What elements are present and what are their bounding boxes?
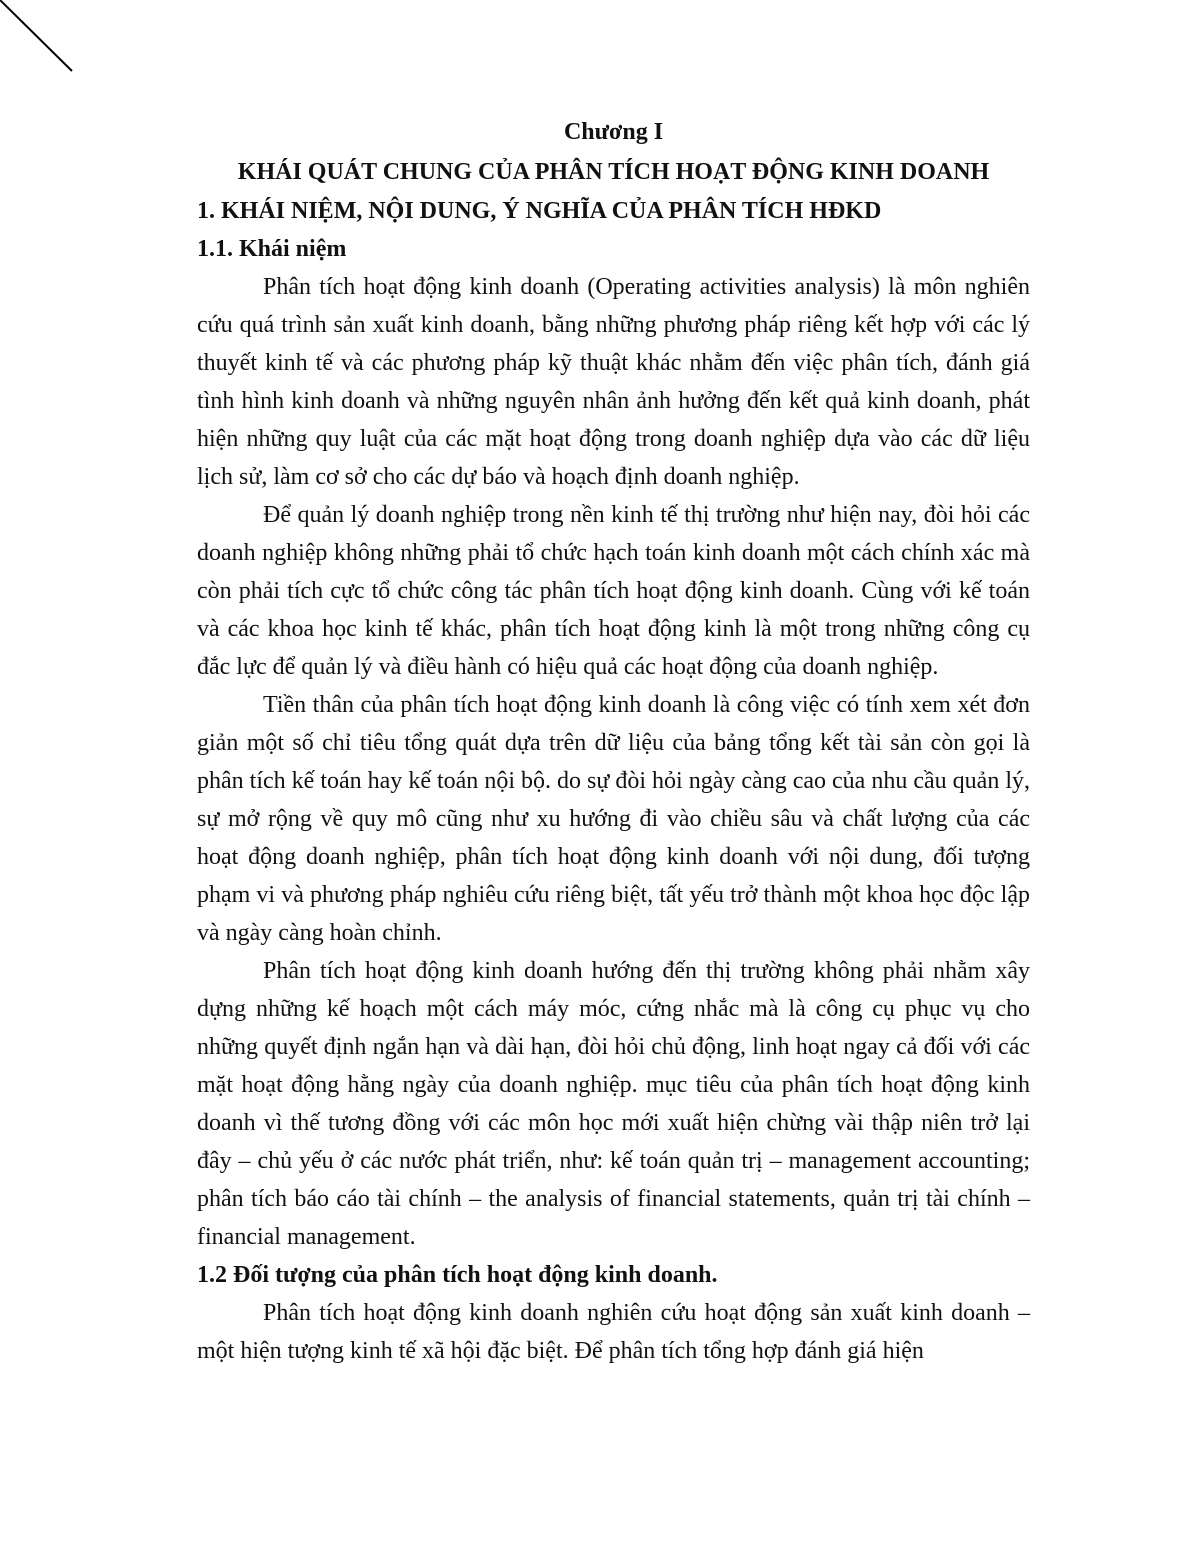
section-1-heading: 1. KHÁI NIỆM, NỘI DUNG, Ý NGHĨA CỦA PHÂN TÍCH HĐKD bbox=[197, 198, 882, 224]
corner-diagonal-mark bbox=[0, 0, 80, 80]
paragraph-2: Để quản lý doanh nghiệp trong nền kinh tế thị trường như hiện nay, đòi hỏi các doanh nghiệp không những phải tổ chức hạch toán kinh doanh một cách chính xác mà còn phải tích cực tổ chức công tác phân tích hoạt động kinh doanh. Cùng với kế toán và các khoa học kinh tế khác, phân tích hoạt động kinh là một trong những công cụ đắc lực để quản lý và điều hành có hiệu quả các hoạt động của doanh nghiệp. bbox=[197, 502, 1030, 680]
section-1-2-heading: 1.2 Đối tượng của phân tích hoạt động kinh doanh. bbox=[197, 1262, 718, 1288]
paragraph-4: Phân tích hoạt động kinh doanh hướng đến thị trường không phải nhằm xây dựng những kế hoạch một cách máy móc, cứng nhắc mà là công cụ phục vụ cho những quyết định ngắn hạn và dài hạn, đòi hỏi chủ động, linh hoạt ngay cả đối với các mặt hoạt động hằng ngày của doanh nghiệp. mục tiêu của phân tích hoạt động kinh doanh vì thế tương đồng với các môn học mới xuất hiện chừng vài thập niên trở lại đây – chủ yếu ở các nước phát triển, như: kế toán quản trị – management accounting; phân tích báo cáo tài chính – the analysis of financial statements, quản trị tài chính – financial management. bbox=[197, 958, 1030, 1250]
paragraph-1: Phân tích hoạt động kinh doanh (Operating activities analysis) là môn nghiên cứu quá trình sản xuất kinh doanh, bằng những phương pháp riêng kết hợp với các lý thuyết kinh tế và các phương pháp kỹ thuật khác nhằm đến việc phân tích, đánh giá tình hình kinh doanh và những nguyên nhân ảnh hưởng đến kết quả kinh doanh, phát hiện những quy luật của các mặt hoạt động trong doanh nghiệp dựa vào các dữ liệu lịch sử, làm cơ sở cho các dự báo và hoạch định doanh nghiệp. bbox=[197, 274, 1030, 490]
paragraph-3: Tiền thân của phân tích hoạt động kinh doanh là công việc có tính xem xét đơn giản một số chỉ tiêu tổng quát dựa trên dữ liệu của bảng tổng kết tài sản còn gọi là phân tích kế toán hay kế toán nội bộ. do sự đòi hỏi ngày càng cao của nhu cầu quản lý, sự mở rộng về quy mô cũng như xu hướng đi vào chiều sâu và chất lượng của các hoạt động doanh nghiệp, phân tích hoạt động kinh doanh với nội dung, đối tượng phạm vi và phương pháp nghiêu cứu riêng biệt, tất yếu trở thành một khoa học độc lập và ngày càng hoàn chỉnh. bbox=[197, 692, 1030, 946]
chapter-title: KHÁI QUÁT CHUNG CỦA PHÂN TÍCH HOẠT ĐỘNG KINH DOANH bbox=[237, 159, 990, 185]
paragraph-5: Phân tích hoạt động kinh doanh nghiên cứu hoạt động sản xuất kinh doanh – một hiện tượng kinh tế xã hội đặc biệt. Để phân tích tổng hợp đánh giá hiện bbox=[197, 1300, 1030, 1364]
chapter-number: Chương I bbox=[563, 119, 664, 145]
section-1-1-heading: 1.1. Khái niệm bbox=[197, 236, 347, 262]
document-page bbox=[197, 112, 1030, 1370]
